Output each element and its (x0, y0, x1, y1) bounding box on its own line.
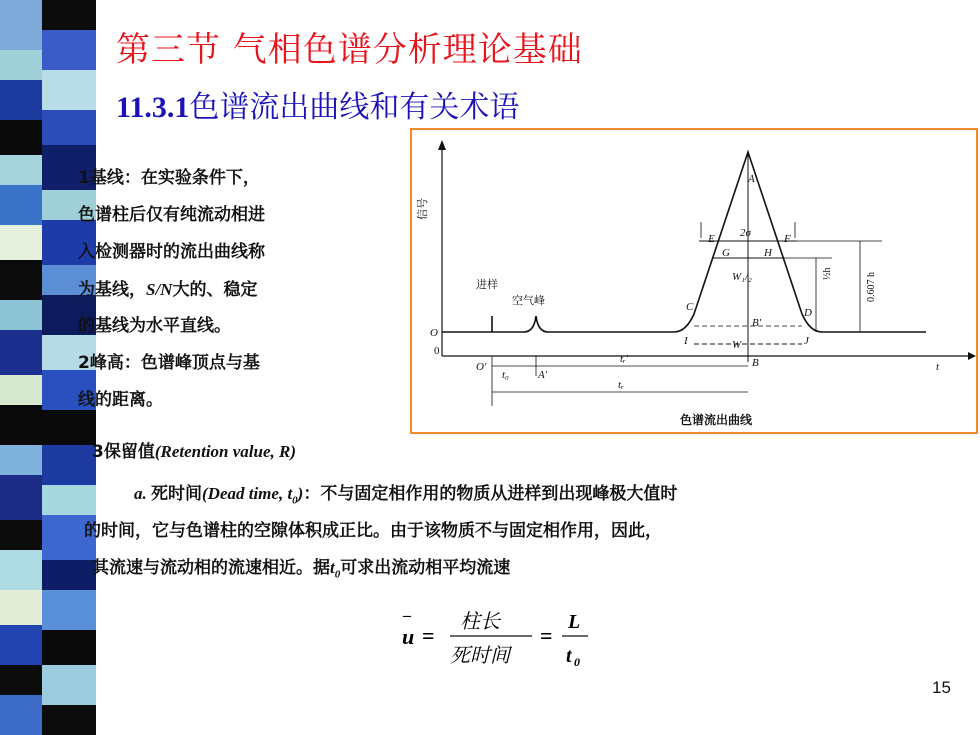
baseline-line-4a: 为基线， (78, 280, 146, 300)
point-B: B (752, 357, 759, 369)
baseline-line-5: 的基线为水平直线。 (78, 316, 231, 336)
point-G: G (722, 247, 730, 259)
slide-subtitle (116, 82, 519, 126)
dead-time-line-2: 的时间，它与色谱柱的空隙体积成正比。由于该物质不与固定相作用，因此， (84, 521, 662, 541)
peak-height-line-1: 2峰高：色谱峰顶点与基 (78, 353, 260, 373)
dead-time-line-3-t: t (330, 558, 335, 577)
w-half-label: W₁/₂ (732, 271, 752, 283)
trp-label: tᵣ′ (620, 353, 629, 365)
equals-1: = (422, 623, 435, 648)
point-I: I (684, 335, 688, 347)
section3-heading (92, 437, 296, 462)
half-h-label: ½h (822, 267, 833, 280)
dead-time-label: 死时间 (151, 484, 202, 504)
point-Bp: B′ (752, 317, 762, 329)
w-label: W (732, 339, 742, 351)
slide-title: 第三节 气相色谱分析理论基础 (116, 30, 583, 70)
u-bar: – (403, 607, 411, 624)
two-sigma-label: 2σ (740, 227, 751, 239)
point-J: J (804, 335, 809, 347)
dead-time-line-3b: 可求出流动相平均流速 (340, 558, 511, 578)
dead-time-sub: 0 (292, 494, 298, 507)
air-peak-label: 空气峰 (512, 294, 545, 307)
point-C: C (686, 301, 694, 313)
baseline-line-1: 1基线：在实验条件下， (78, 168, 260, 188)
h0607-label: 0.607 h (866, 272, 877, 302)
subtitle-number: 11.3.1 (116, 91, 190, 124)
formula-svg (398, 600, 598, 680)
injection-label: 进样 (476, 278, 498, 291)
sn-ratio: S/N (146, 280, 173, 299)
dead-time-line-3-sub: 0 (334, 568, 341, 581)
u-symbol: u (402, 624, 415, 649)
numerator-column-length: 柱长 (460, 609, 500, 633)
chromatogram-svg (412, 130, 976, 432)
equals-2: = (540, 623, 553, 648)
point-E: E (708, 233, 715, 245)
dead-time-line-3 (92, 553, 510, 580)
baseline-line-4 (78, 271, 257, 309)
section3-num: 3 (92, 442, 104, 462)
point-O: O (430, 327, 438, 339)
flow-velocity-formula (398, 600, 598, 680)
dead-time-prefix: a. (134, 484, 151, 503)
baseline-line-3: 入检测器时的流出曲线称 (78, 242, 265, 262)
dead-time-rest: ：不与固定相作用的物质从进样到出现峰极大值时 (303, 484, 678, 504)
denominator-t: t (566, 645, 572, 667)
point-Ap: A′ (538, 369, 548, 381)
dead-time-line-1 (134, 479, 677, 506)
dead-time-en-close: ) (297, 484, 304, 503)
y-axis-label: 信号 (416, 198, 429, 220)
origin-zero: 0 (434, 345, 440, 357)
point-F: F (784, 233, 791, 245)
t-label: t (936, 361, 940, 373)
dead-time-en: (Dead time, t (202, 484, 293, 503)
point-D: D (804, 307, 812, 319)
peak-height-line-2: 线的距离。 (78, 390, 163, 410)
page-number: 15 (932, 678, 951, 697)
denominator-dead-time: 死时间 (450, 643, 510, 667)
section3-label: 保留值 (103, 442, 155, 462)
baseline-line-4c: 大的、稳定 (172, 280, 258, 300)
dead-time-line-3a: 其流速与流动相的流速相近。据 (92, 558, 330, 578)
subtitle-text: 色谱流出曲线和有关术语 (189, 90, 520, 125)
t0-label: t₀ (502, 369, 509, 381)
baseline-line-2: 色谱柱后仅有纯流动相进 (78, 205, 265, 225)
point-A: A (748, 173, 755, 185)
point-H: H (764, 247, 772, 259)
time-axis-arrow (968, 352, 976, 360)
chromatogram-figure (410, 128, 978, 434)
tr-label: tᵣ (618, 379, 624, 391)
section3-en: (Retention value, R) (154, 442, 297, 461)
signal-axis-arrow (438, 140, 446, 150)
numerator-L: L (568, 611, 581, 633)
point-Op: O′ (476, 361, 487, 373)
denominator-sub: 0 (574, 655, 580, 669)
figure-caption: 色谱流出曲线 (680, 413, 753, 427)
